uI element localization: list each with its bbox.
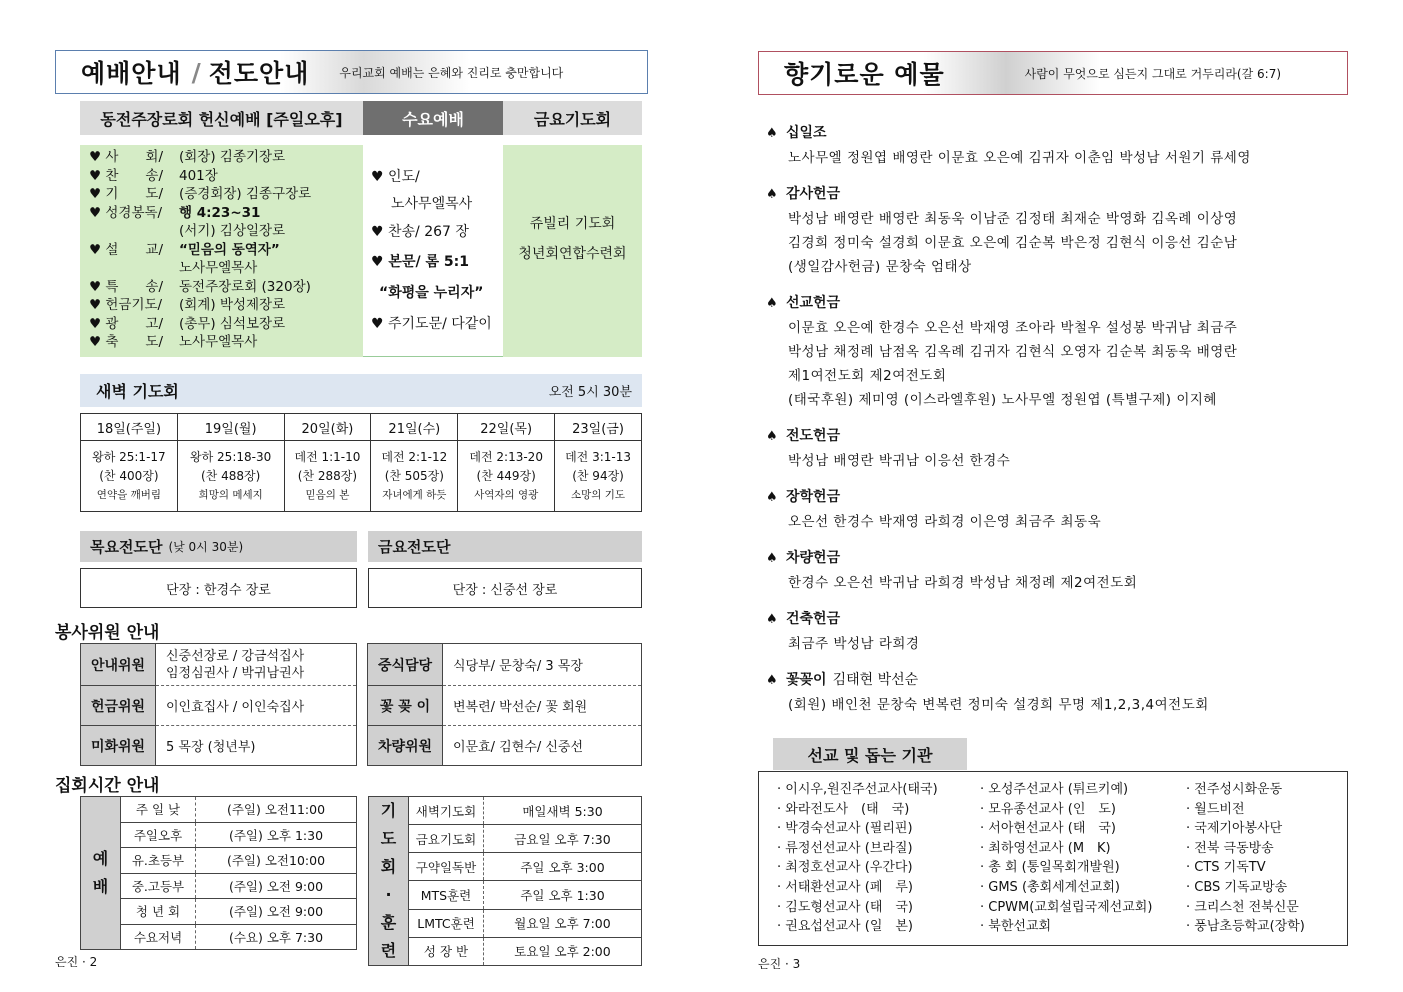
sunday-order-key: ♥ 축 도/ — [89, 334, 164, 350]
sunday-order-key: ♥ 특 송/ — [89, 278, 164, 295]
tab-friday: 금요기도회 — [503, 101, 642, 135]
sunday-order-value: 노사무엘목사 — [179, 334, 258, 350]
dawn-hymn: (찬 94장) — [572, 468, 624, 483]
service-title: 봉사위원 안내 — [55, 623, 160, 643]
meeting-row — [81, 924, 357, 950]
sunday-order-value: 401장 — [179, 167, 218, 184]
sunday-order-value: 노사무엘목사 — [179, 260, 258, 276]
spade-icon: ♠ — [766, 187, 778, 202]
friday-order: 쥬빌리 기도회 청년회연합수련회 — [503, 145, 642, 357]
meeting-name: LMTC훈련 — [409, 909, 484, 937]
sunday-order-value: (회계) 박성제장로 — [179, 297, 286, 313]
dawn-hymn: (찬 505장) — [384, 468, 444, 483]
meeting-time: 토요일 오후 2:00 — [484, 937, 642, 965]
offering-names: 노사무엘 정원엽 배영란 이문효 오은예 김귀자 이춘임 박성남 서원기 류세영 — [788, 150, 1251, 166]
spade-icon: ♠ — [766, 673, 778, 688]
meeting-name: 금요기도회 — [409, 825, 484, 853]
left-header-title2: 전도안내 — [208, 59, 310, 88]
meeting-time: 월요일 오후 7:00 — [484, 909, 642, 937]
meeting-row — [81, 899, 357, 925]
dawn-day-cell — [371, 441, 458, 512]
dawn-day-header: 18일(주일) — [81, 414, 178, 441]
dawn-scripture: 데전 1:1-10 — [294, 449, 361, 464]
offering-block — [766, 485, 1346, 534]
meeting-side-label: 예 배 — [81, 797, 121, 950]
offering-heading — [766, 546, 1346, 571]
dawn-scripture: 데전 2:1-12 — [381, 449, 448, 464]
offering-heading — [766, 182, 1346, 207]
institution-item: · 북한선교회 — [980, 919, 1052, 935]
institution-item: · 크리스천 전북신문 — [1186, 899, 1299, 915]
meeting-name: 수요저녁 — [121, 924, 196, 950]
friday-evangelism-bar: 금요전도단 — [368, 531, 642, 562]
sunday-order-value: 동전주장로회 (320장) — [179, 278, 311, 295]
sunday-order-row — [89, 148, 363, 167]
dawn-hymn: (찬 288장) — [297, 468, 358, 483]
sunday-order-row — [89, 222, 363, 241]
dawn-theme: 믿음의 본 — [305, 488, 350, 501]
institutions-bar: 선교 및 돕는 기관 — [773, 738, 967, 770]
dawn-theme: 희망의 메세지 — [198, 488, 263, 501]
sunday-order-key — [89, 222, 179, 241]
sunday-order-value: (총무) 심석보장로 — [179, 315, 286, 332]
institution-item: · 모유종선교사 (인 도) — [980, 801, 1117, 817]
institution-item: · 최정호선교사 (우간다) — [777, 860, 913, 876]
institution-item: · 서아현선교사 (태 국) — [980, 821, 1117, 837]
meeting-row — [81, 822, 357, 848]
meeting-name: 청 년 회 — [121, 899, 196, 925]
thursday-leader: 단장 : 한경수 장로 — [80, 568, 357, 608]
institutions-col-3 — [1186, 780, 1346, 945]
sunday-order-row — [89, 185, 363, 204]
spade-icon: ♠ — [766, 612, 778, 627]
offering-names: 김경희 정미숙 설경희 이문효 오은예 김순복 박은정 김현식 이응선 김순남 — [788, 235, 1238, 251]
sunday-order-value: (증경회장) 김종구장로 — [179, 186, 312, 202]
sunday-order-key: ♥ 찬 송/ — [89, 167, 164, 184]
meeting-row — [81, 848, 357, 874]
offering-block — [766, 121, 1346, 170]
sunday-order-row — [89, 296, 363, 315]
left-header-sep: / — [191, 57, 201, 87]
dawn-theme: 연약을 깨버림 — [96, 488, 161, 501]
institution-item: · 월드비전 — [1186, 801, 1245, 817]
sunday-order-row — [89, 167, 363, 186]
dawn-scripture: 왕하 25:18-30 — [190, 449, 272, 464]
dawn-theme: 사역자의 영광 — [474, 488, 539, 501]
spade-icon: ♠ — [766, 126, 778, 141]
left-page-header — [55, 50, 648, 94]
meeting-side-label: 기 도 회 · 훈 련 — [369, 797, 409, 966]
meeting-name: 유.초등부 — [121, 848, 196, 874]
sunday-order-row — [89, 333, 363, 352]
institution-item: · 김도형선교사 (태 국) — [777, 899, 914, 915]
sunday-order-key: ♥ 기 도/ — [89, 186, 164, 202]
offering-title: 차량헌금 — [786, 550, 841, 566]
wednesday-order: ♥ 인도/ 노사무엘목사 ♥ 찬송/ 267 장 ♥ 본문/ 롬 5:1 “화평을 누리자” ♥ 주기도문/ 다같이 — [363, 145, 503, 357]
institution-item: · CPWM(교회설립국제선교회) — [980, 899, 1153, 915]
sunday-order-row — [89, 204, 363, 223]
offering-heading — [766, 668, 1346, 693]
sunday-order-key: ♥ 성경봉독/ — [89, 204, 163, 221]
institution-item: · 국제기아봉사단 — [1186, 821, 1283, 837]
worship-tabs — [80, 101, 642, 135]
dawn-day-header: 22일(목) — [458, 414, 555, 441]
institution-item: · 박경숙선교사 (필리핀) — [777, 821, 913, 837]
institution-item: · GMS (총회세계선교회) — [980, 879, 1120, 895]
sunday-order-row — [89, 259, 363, 278]
offering-heading — [766, 607, 1346, 632]
offering-title: 건축헌금 — [786, 611, 841, 627]
offering-block — [766, 182, 1346, 279]
offering-block — [766, 668, 1346, 717]
meeting-time: (수요) 오후 7:30 — [196, 924, 357, 950]
offering-names: (생일감사헌금) 문창숙 엄태상 — [788, 259, 972, 275]
institution-item: · 오성주선교사 (튀르키예) — [980, 782, 1129, 797]
offering-heading — [766, 291, 1346, 316]
offering-names: 박성남 배영란 배영란 최동욱 이남준 김정태 최재순 박영화 김옥례 이상영 — [788, 211, 1238, 227]
meeting-row — [81, 873, 357, 899]
sunday-order-value: 행 4:23~31 — [179, 204, 261, 221]
offerings-list — [766, 121, 1346, 729]
dawn-hymn: (찬 400장) — [99, 468, 159, 483]
meeting-row — [369, 937, 642, 965]
meeting-table-left — [80, 796, 357, 950]
meeting-time: 금요일 오후 7:30 — [484, 825, 642, 853]
dawn-day-header: 23일(금) — [555, 414, 642, 441]
institution-item: · 최하영선교사 (M K) — [980, 840, 1111, 856]
offering-names: 제1여전도회 제2여전도회 — [788, 368, 947, 384]
friday-leader: 단장 : 신중선 장로 — [368, 568, 642, 608]
meeting-name: 성 장 반 — [409, 937, 484, 965]
institutions-col-2 — [980, 780, 1186, 945]
institution-item: · CTS 기독TV — [1186, 860, 1266, 876]
sunday-order-value: “믿음의 동역자” — [179, 241, 280, 258]
meeting-time: (주일) 오후 1:30 — [196, 822, 357, 848]
meeting-row — [369, 825, 642, 853]
right-page-header — [758, 51, 1348, 95]
meeting-time: (주일) 오전 9:00 — [196, 899, 357, 925]
meeting-row — [369, 797, 642, 825]
sunday-order-key: ♥ 설 교/ — [89, 241, 164, 258]
offering-heading — [766, 121, 1346, 146]
sunday-order-key: ♥ 광 고/ — [89, 315, 164, 332]
right-header-title: 향기로운 예물 — [784, 60, 945, 89]
spade-icon: ♠ — [766, 429, 778, 444]
meeting-name: 중.고등부 — [121, 873, 196, 899]
offering-title: 선교헌금 — [786, 295, 841, 311]
institution-item: · 와라전도사 (태 국) — [777, 801, 910, 817]
dawn-scripture: 왕하 25:1-17 — [92, 449, 166, 464]
offering-title: 십일조 — [786, 125, 827, 141]
institution-item: · 총 회 (통일목회개발원) — [980, 860, 1120, 876]
institution-item: · CBS 기독교방송 — [1186, 879, 1288, 895]
left-header-title: 예배안내 — [81, 59, 182, 88]
dawn-hymn: (찬 488장) — [201, 468, 261, 483]
meeting-time: 매일새벽 5:30 — [484, 797, 642, 825]
sunday-order-value: (회장) 김종기장로 — [179, 149, 286, 165]
meeting-name: 새벽기도회 — [409, 797, 484, 825]
offering-heading — [766, 424, 1346, 449]
right-header-motto: 사람이 무엇으로 심든지 그대로 거두리라(갈 6:7) — [1024, 66, 1282, 81]
dawn-day-cell — [555, 441, 642, 512]
offering-names: 박성남 배영란 박귀남 이응선 한경수 — [788, 453, 1011, 469]
offering-block — [766, 546, 1346, 595]
sunday-order — [80, 145, 363, 357]
dawn-schedule-table — [80, 413, 642, 512]
meeting-row — [369, 881, 642, 909]
institution-item: · 전북 극동방송 — [1186, 840, 1274, 856]
meeting-time: 주일 오후 3:00 — [484, 853, 642, 881]
institutions-box — [758, 771, 1348, 946]
sunday-order-key: ♥ 사 회/ — [89, 149, 164, 165]
left-header-motto: 우리교회 예배는 은혜와 진리로 충만합니다 — [339, 65, 564, 80]
dawn-day-cell — [81, 441, 178, 512]
sunday-order-row — [89, 278, 363, 297]
meeting-row — [369, 909, 642, 937]
meeting-times-title: 집회시간 안내 — [55, 776, 160, 796]
sunday-order-row — [89, 241, 363, 260]
institution-item: · 풍남초등학교(장학) — [1186, 919, 1305, 935]
offering-block — [766, 607, 1346, 656]
dawn-scripture: 데전 2:13-20 — [469, 449, 543, 464]
offering-names: (태국후원) 제미영 (이스라엘후원) 노사무엘 정원엽 (특별구제) 이지혜 — [788, 392, 1217, 408]
offering-names: 이문효 오은예 한경수 오은선 박재영 조아라 박철우 설성봉 박귀남 최금주 — [788, 320, 1238, 336]
tab-sunday: 동전주장로회 헌신예배 [주일오후] — [80, 101, 363, 135]
dawn-prayer-bar: 새벽 기도회 오전 5시 30분 — [80, 374, 642, 407]
dawn-day-cell — [284, 441, 371, 512]
meeting-time: 주일 오후 1:30 — [484, 881, 642, 909]
dawn-theme: 자녀에게 하듯 — [382, 488, 447, 501]
service-table-left: 안내위원 신중선장로 / 강금석집사 임정심권사 / 박귀남권사 헌금위원 이인효집사 / 이인숙집사 미화위원 5 목장 (청년부) — [80, 643, 357, 766]
meeting-time: (주일) 오전 9:00 — [196, 873, 357, 899]
meeting-time: (주일) 오전10:00 — [196, 848, 357, 874]
institution-item: · 이시우,원진주선교사(태국) — [777, 782, 938, 797]
left-page-number: 은진 · 2 — [55, 955, 98, 969]
sunday-order-key — [89, 259, 179, 278]
dawn-day-header: 20일(화) — [284, 414, 371, 441]
meeting-name: 주 일 낮 — [121, 797, 196, 823]
offering-names: 박성남 채정례 남점옥 김옥례 김귀자 김현식 오영자 김순복 최동욱 배영란 — [788, 344, 1238, 360]
offering-names: 오은선 한경수 박재영 라희경 이은영 최금주 최동욱 — [788, 514, 1102, 530]
offering-title: 꽃꽂이 — [786, 672, 827, 688]
institution-item: · 서태환선교사 (페 루) — [777, 879, 914, 895]
dawn-day-header: 19일(월) — [177, 414, 284, 441]
dawn-day-cell — [458, 441, 555, 512]
offering-heading — [766, 485, 1346, 510]
offering-names: 최금주 박성남 라희경 — [788, 636, 920, 652]
institutions-col-1 — [777, 780, 980, 945]
offering-block — [766, 291, 1346, 412]
sunday-order-key: ♥ 헌금기도/ — [89, 297, 163, 313]
offering-title: 전도헌금 — [786, 428, 841, 444]
sunday-order-value: (서기) 김상일장로 — [179, 223, 286, 239]
spade-icon: ♠ — [766, 490, 778, 505]
institution-item: · 권요섭선교사 (일 본) — [777, 919, 914, 935]
dawn-day-header: 21일(수) — [371, 414, 458, 441]
meeting-name: 구약일독반 — [409, 853, 484, 881]
institution-item: · 전주성시화운동 — [1186, 782, 1283, 797]
offering-names: (회원) 배인천 문창숙 변복련 정미숙 설경희 무명 제1,2,3,4여전도회 — [788, 697, 1209, 713]
offering-inline: 김태현 박선순 — [832, 672, 919, 688]
meeting-time: (주일) 오전11:00 — [196, 797, 357, 823]
thursday-evangelism-bar: 목요전도단 (낮 0시 30분) — [80, 531, 357, 562]
offering-block — [766, 424, 1346, 473]
spade-icon: ♠ — [766, 296, 778, 311]
meeting-row — [81, 797, 357, 823]
dawn-day-cell — [177, 441, 284, 512]
offering-title: 감사헌금 — [786, 186, 841, 202]
sunday-order-row — [89, 315, 363, 334]
meeting-name: 주일오후 — [121, 822, 196, 848]
meeting-row — [369, 853, 642, 881]
meeting-name: MTS훈련 — [409, 881, 484, 909]
institution-item: · 류정선선교사 (브라질) — [777, 840, 913, 856]
meeting-table-right — [368, 796, 642, 966]
service-table-right: 중식담당 식당부/ 문창숙/ 3 목장 꽃 꽂 이 변복련/ 박선순/ 꽃 회원 차량위원 이문효/ 김현수/ 신중선 — [367, 643, 642, 766]
dawn-hymn: (찬 449장) — [476, 468, 536, 483]
offering-title: 장학헌금 — [786, 489, 841, 505]
dawn-scripture: 데전 3:1-13 — [565, 449, 631, 464]
dawn-theme: 소망의 기도 — [571, 488, 626, 501]
tab-wednesday: 수요예배 — [363, 101, 503, 135]
spade-icon: ♠ — [766, 551, 778, 566]
offering-names: 한경수 오은선 박귀남 라희경 박성남 채정례 제2여전도회 — [788, 575, 1138, 591]
right-page-number: 은진 · 3 — [758, 957, 801, 971]
